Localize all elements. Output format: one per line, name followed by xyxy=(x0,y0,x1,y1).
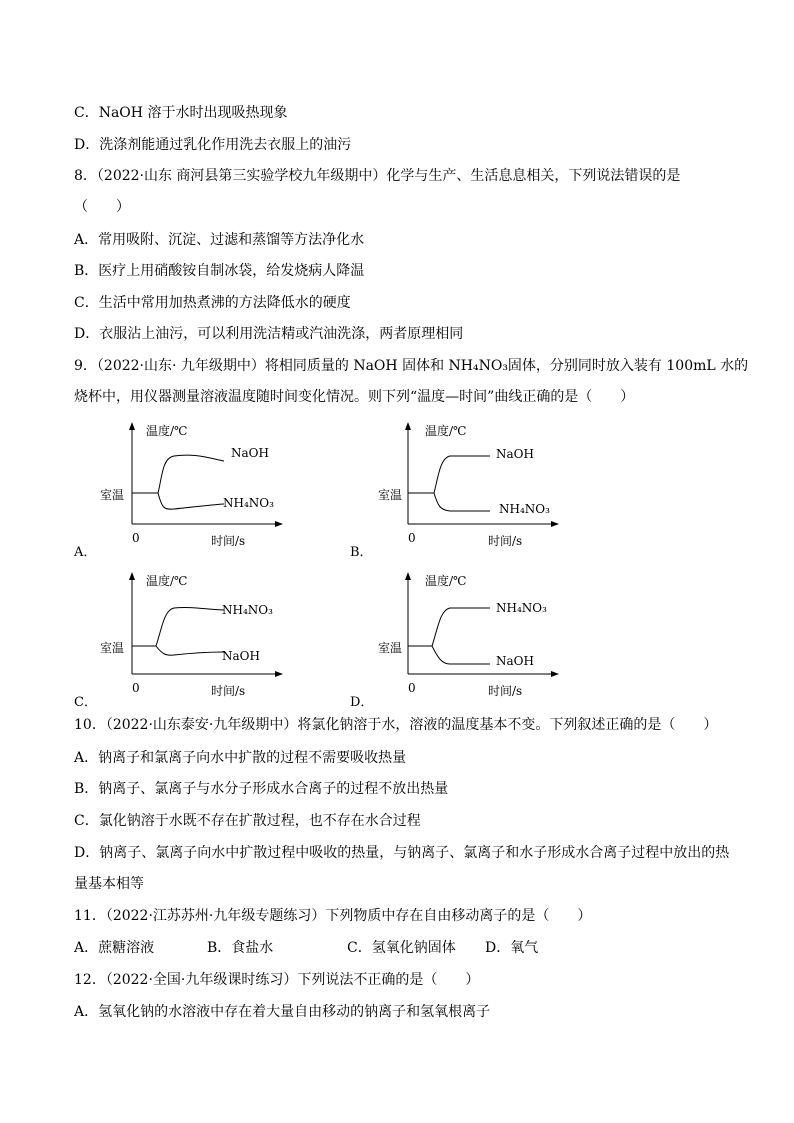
graph-d-xlabel: 时间/s xyxy=(488,684,523,698)
graph-d-lower-label: NaOH xyxy=(496,654,534,668)
graph-b-xlabel: 时间/s xyxy=(488,534,523,548)
graph-a-ylabel: 温度/℃ xyxy=(146,424,188,438)
graph-a-room: 室温 xyxy=(100,488,125,502)
graph-a xyxy=(74,420,304,560)
graph-a-upper-label: NaOH xyxy=(231,446,269,460)
graph-d xyxy=(350,570,580,710)
q12-stem: 12．（2022·全国·九年级课时练习）下列说法不正确的是（ ） xyxy=(74,972,480,988)
graph-c-upper-label: NH₄NO₃ xyxy=(222,603,273,617)
graph-b xyxy=(350,420,580,560)
q11-option-d: D．氧气 xyxy=(485,940,539,956)
graph-c-xlabel: 时间/s xyxy=(211,684,246,698)
graph-a-lower-label: NH₄NO₃ xyxy=(223,496,274,510)
q11-option-b: B．食盐水 xyxy=(207,940,274,956)
q10-option-d: D．钠离子、氯离子向水中扩散过程中吸收的热量，与钠离子、氯离子和水子形成水合离子过程中放出的热 xyxy=(74,845,730,861)
q10-stem: 10．（2022·山东泰安·九年级期中）将氯化钠溶于水，溶液的温度基本不变。下列叙述正确的是（ ） xyxy=(74,717,718,733)
graph-c-lower-label: NaOH xyxy=(222,649,260,663)
q11-options xyxy=(74,939,538,957)
graph-b-letter: B． xyxy=(350,545,373,560)
q11-option-c: C．氢氧化钠固体 xyxy=(347,940,456,956)
graph-c-letter: C． xyxy=(74,695,97,710)
graph-c xyxy=(74,570,304,710)
graph-d-room: 室温 xyxy=(378,641,403,655)
q11-option-a: A．蔗糖溶液 xyxy=(74,940,155,956)
q11-stem: 11．（2022·江苏苏州·九年级专题练习）下列物质中存在自由移动离子的是（ ） xyxy=(74,908,592,924)
q7-option-c: C．NaOH 溶于水时出现吸热现象 xyxy=(74,105,288,121)
graph-d-letter: D． xyxy=(350,695,374,710)
graph-c-room: 室温 xyxy=(100,641,125,655)
graph-b-room: 室温 xyxy=(378,488,403,502)
graph-c-ylabel: 温度/℃ xyxy=(146,574,188,588)
graph-a-xlabel: 时间/s xyxy=(211,534,246,548)
q9-stem: 9．（2022·山东· 九年级期中）将相同质量的 NaOH 固体和 NH₄NO₃固体，分别同时放入装有 100mL 水的 xyxy=(74,358,749,374)
q10-option-c: C．氯化钠溶于水既不存在扩散过程，也不存在水合过程 xyxy=(74,813,421,829)
q8-bracket: （ ） xyxy=(74,199,130,215)
q8-option-b: B．医疗上用硝酸铵自制冰袋，给发烧病人降温 xyxy=(74,263,365,279)
graph-b-ylabel: 温度/℃ xyxy=(425,424,467,438)
q9-stem-cont: 烧杯中，用仪器测量溶液温度随时间变化情况。则下列“温度—时间”曲线正确的是（ ） xyxy=(74,389,635,405)
graph-b-upper-label: NaOH xyxy=(496,447,534,461)
q7-option-d: D．洗涤剂能通过乳化作用洗去衣服上的油污 xyxy=(74,137,352,153)
graph-b-lower-label: NH₄NO₃ xyxy=(499,502,550,516)
q10-option-d-cont: 量基本相等 xyxy=(74,876,144,892)
graph-d-origin: 0 xyxy=(408,681,416,695)
graph-a-letter: A． xyxy=(74,545,97,560)
q10-option-b: B．钠离子、氯离子与水分子形成水合离子的过程不放出热量 xyxy=(74,781,449,797)
graph-d-upper-label: NH₄NO₃ xyxy=(496,601,547,615)
graph-a-origin: 0 xyxy=(132,531,140,545)
q8-option-a: A．常用吸附、沉淀、过滤和蒸馏等方法净化水 xyxy=(74,232,365,248)
q8-option-d: D．衣服沾上油污，可以利用洗洁精或汽油洗涤，两者原理相同 xyxy=(74,326,464,342)
graph-c-origin: 0 xyxy=(132,681,140,695)
graph-b-origin: 0 xyxy=(408,531,416,545)
q10-option-a: A．钠离子和氯离子向水中扩散的过程不需要吸收热量 xyxy=(74,750,407,766)
q8-option-c: C．生活中常用加热煮沸的方法降低水的硬度 xyxy=(74,295,351,311)
graph-d-ylabel: 温度/℃ xyxy=(425,574,467,588)
q8-stem: 8．（2022·山东 商河县第三实验学校九年级期中）化学与生产、生活息息相关，下列说法错误的是 xyxy=(74,168,681,184)
q12-option-a: A．氢氧化钠的水溶液中存在着大量自由移动的钠离子和氢氧根离子 xyxy=(74,1004,491,1020)
